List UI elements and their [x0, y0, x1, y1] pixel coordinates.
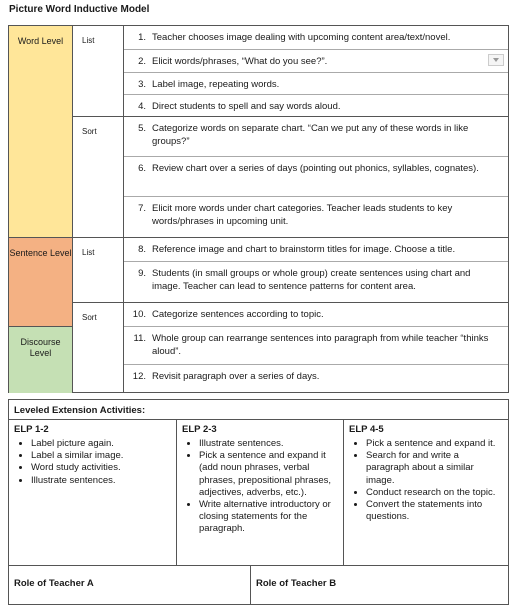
extension-table	[8, 399, 509, 605]
word-sort-cell: Sort	[73, 117, 124, 238]
step-number: 3.	[138, 79, 146, 90]
extension-columns	[9, 419, 508, 566]
step-number: 10.	[132, 309, 146, 320]
step-text: Elicit words/phrases, “What do you see?”.	[152, 56, 328, 67]
roles-row	[9, 566, 508, 604]
step-row	[124, 365, 508, 393]
document-title: Picture Word Inductive Model	[9, 4, 150, 15]
step-text: Teacher chooses image dealing with upcoming content area/text/novel.	[152, 32, 451, 43]
step-row	[124, 197, 508, 238]
sentence-level-cell: Sentence Level	[9, 238, 73, 327]
role-teacher-a: Role of Teacher A	[9, 566, 251, 604]
step-number: 7.	[138, 203, 146, 214]
step-number: 2.	[138, 56, 146, 67]
step-text: Reference image and chart to brainstorm titles for image. Choose a title.	[152, 244, 456, 255]
elp-activity-list	[182, 438, 339, 536]
elp-column	[9, 420, 177, 565]
elp-column-title: ELP 1-2	[14, 424, 49, 435]
elp-activity-list	[14, 438, 172, 487]
elp-activity-list	[349, 438, 504, 523]
sentence-sort-cell: Sort	[73, 303, 124, 393]
list-item: • Pick a sentence and expand it (add noun phrases, verbal phrases, prepositional phrases, adjectives, adverbs, etc.).	[199, 450, 339, 499]
role-teacher-b: Role of Teacher B	[256, 578, 337, 589]
elp-column	[177, 420, 344, 565]
step-text: Categorize words on separate chart. “Can we put any of these words in like groups?”	[152, 123, 469, 147]
step-row	[124, 238, 508, 262]
step-text: Students (in small groups or whole group) create sentences using chart and image. Teacher can lead to sentence patterns for content area.	[152, 268, 471, 292]
dropdown-arrow-icon[interactable]	[488, 54, 504, 66]
step-text: Revisit paragraph over a series of days.	[152, 371, 320, 382]
step-number: 4.	[138, 101, 146, 112]
list-item: • Label a similar image.	[31, 450, 172, 462]
step-number: 12.	[132, 371, 146, 382]
step-row	[124, 117, 508, 157]
step-row	[124, 26, 508, 50]
step-row	[124, 95, 508, 117]
step-number: 1.	[138, 32, 146, 43]
step-text: Direct students to spell and say words aloud.	[152, 101, 341, 112]
list-item: • Illustrate sentences.	[199, 438, 339, 450]
word-level-cell: Word Level	[9, 26, 73, 238]
step-number: 5.	[138, 123, 146, 134]
list-item: • Search for and write a paragraph about a similar image.	[366, 450, 504, 487]
list-item: • Illustrate sentences.	[31, 475, 172, 487]
step-row	[124, 262, 508, 303]
step-number: 11.	[133, 333, 146, 344]
list-item: • Convert the statements into questions.	[366, 499, 504, 523]
step-text: Categorize sentences according to topic.	[152, 309, 324, 320]
list-item: • Conduct research on the topic.	[366, 487, 504, 499]
sentence-list-cell: List	[73, 238, 124, 303]
step-row	[124, 50, 508, 73]
list-item: • Label picture again.	[31, 438, 172, 450]
model-table	[8, 25, 509, 393]
step-text: Whole group can rearrange sentences into paragraph from while teacher “thinks aloud”.	[152, 333, 489, 357]
step-number: 8.	[138, 244, 146, 255]
step-number: 6.	[138, 163, 146, 174]
step-text: Review chart over a series of days (pointing out phonics, syllables, cognates).	[152, 163, 479, 174]
list-item: • Pick a sentence and expand it.	[366, 438, 504, 450]
list-item: • Write alternative introductory or closing statements for the paragraph.	[199, 499, 339, 536]
step-row	[124, 157, 508, 197]
elp-column-title: ELP 4-5	[349, 424, 384, 435]
elp-column	[344, 420, 508, 565]
list-item: • Word study activities.	[31, 462, 172, 474]
step-text: Label image, repeating words.	[152, 79, 280, 90]
step-row	[124, 73, 508, 95]
elp-column-title: ELP 2-3	[182, 424, 217, 435]
step-row	[124, 303, 508, 327]
word-list-cell: List	[73, 26, 124, 117]
step-number: 9.	[138, 268, 146, 279]
step-row	[124, 327, 508, 365]
step-text: Elicit more words under chart categories. Teacher leads students to key words/phrases in upcoming unit.	[152, 203, 453, 227]
extension-heading: Leveled Extension Activities:	[14, 405, 146, 416]
discourse-level-cell: Discourse Level	[9, 327, 73, 393]
